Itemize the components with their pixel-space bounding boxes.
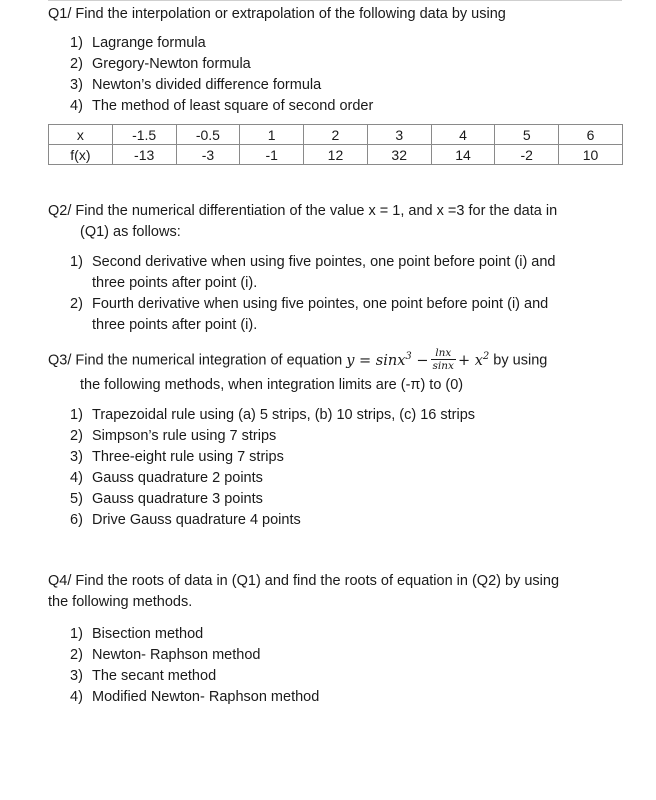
q3-title-line2: the following methods, when integration limits are (-π) to (0): [80, 377, 464, 393]
list-item: 3) The secant method: [70, 668, 217, 684]
list-item: 6) Drive Gauss quadrature 4 points: [70, 512, 301, 528]
table-cell: -0.5: [176, 125, 240, 145]
list-item: 1) Second derivative when using five pointes, one point before point (i) and three points after point (i).: [70, 254, 556, 291]
q4-title-line1: Q4/ Find the roots of data in (Q1) and find the roots of equation in (Q2) by using: [48, 573, 560, 589]
list-item: 2) Gregory-Newton formula: [70, 56, 251, 72]
q1-title: Q1/ Find the interpolation or extrapolation of the following data by using: [48, 6, 506, 22]
list-item: 5) Gauss quadrature 3 points: [70, 491, 263, 507]
q3-title-prefix: Q3/ Find the numerical integration of equation: [48, 352, 347, 369]
table-cell: 3: [367, 125, 431, 145]
q3-title-suffix: by using: [489, 352, 548, 369]
table-cell: 10: [559, 145, 623, 165]
table-row-x: [49, 125, 623, 145]
q3-heading: [48, 348, 618, 396]
table-cell: -1.5: [112, 125, 176, 145]
list-item: 1) Bisection method: [70, 626, 204, 642]
table-cell: 5: [495, 125, 559, 145]
table-cell: 14: [431, 145, 495, 165]
list-item: 1) Trapezoidal rule using (a) 5 strips, (b) 10 strips, (c) 16 strips: [70, 407, 476, 423]
q1-heading: [48, 4, 618, 25]
equation-fraction: $\frac{\ln x}{\sin x}$: [432, 347, 454, 372]
list-item: 1) Lagrange formula: [70, 35, 206, 51]
q4-methods-list: [70, 624, 610, 708]
table-header-fx: f(x): [49, 145, 113, 165]
list-item: 2) Fourth derivative when using five pointes, one point before point (i) and three points after point (i).: [70, 296, 549, 333]
q2-items-list: [70, 252, 610, 336]
table-cell: -3: [176, 145, 240, 165]
q1-data-table: [48, 124, 623, 165]
list-item: 4) The method of least square of second order: [70, 98, 374, 114]
q3-methods-list: [70, 405, 610, 531]
q4-title-line2: the following methods.: [48, 594, 193, 610]
table-header-x: x: [49, 125, 113, 145]
table-cell: 1: [240, 125, 304, 145]
list-item: 2) Newton- Raphson method: [70, 647, 261, 663]
list-item: 3) Newton’s divided difference formula: [70, 77, 322, 93]
q2-title-line1: Q2/ Find the numerical differentiation of the value x = 1, and x =3 for the data in: [48, 203, 558, 219]
table-cell: -2: [495, 145, 559, 165]
table-cell: 32: [367, 145, 431, 165]
table-cell: -13: [112, 145, 176, 165]
q2-heading: [48, 201, 618, 243]
page-top-rule: [48, 0, 622, 1]
q2-title-line2: (Q1) as follows:: [80, 224, 181, 240]
table-cell: 6: [559, 125, 623, 145]
q4-heading: [48, 571, 618, 613]
table-row-fx: [49, 145, 623, 165]
table-cell: 12: [304, 145, 368, 165]
list-item: 4) Modified Newton- Raphson method: [70, 689, 320, 705]
q1-methods-list: [70, 33, 610, 117]
q3-equation: y = sinx$^3$ − $\frac{\ln x}{\sin x}$ + $x^2$: [346, 347, 490, 372]
table-cell: -1: [240, 145, 304, 165]
table-cell: 4: [431, 125, 495, 145]
table-cell: 2: [304, 125, 368, 145]
list-item: 2) Simpson’s rule using 7 strips: [70, 428, 277, 444]
list-item: 3) Three-eight rule using 7 strips: [70, 449, 284, 465]
list-item: 4) Gauss quadrature 2 points: [70, 470, 263, 486]
